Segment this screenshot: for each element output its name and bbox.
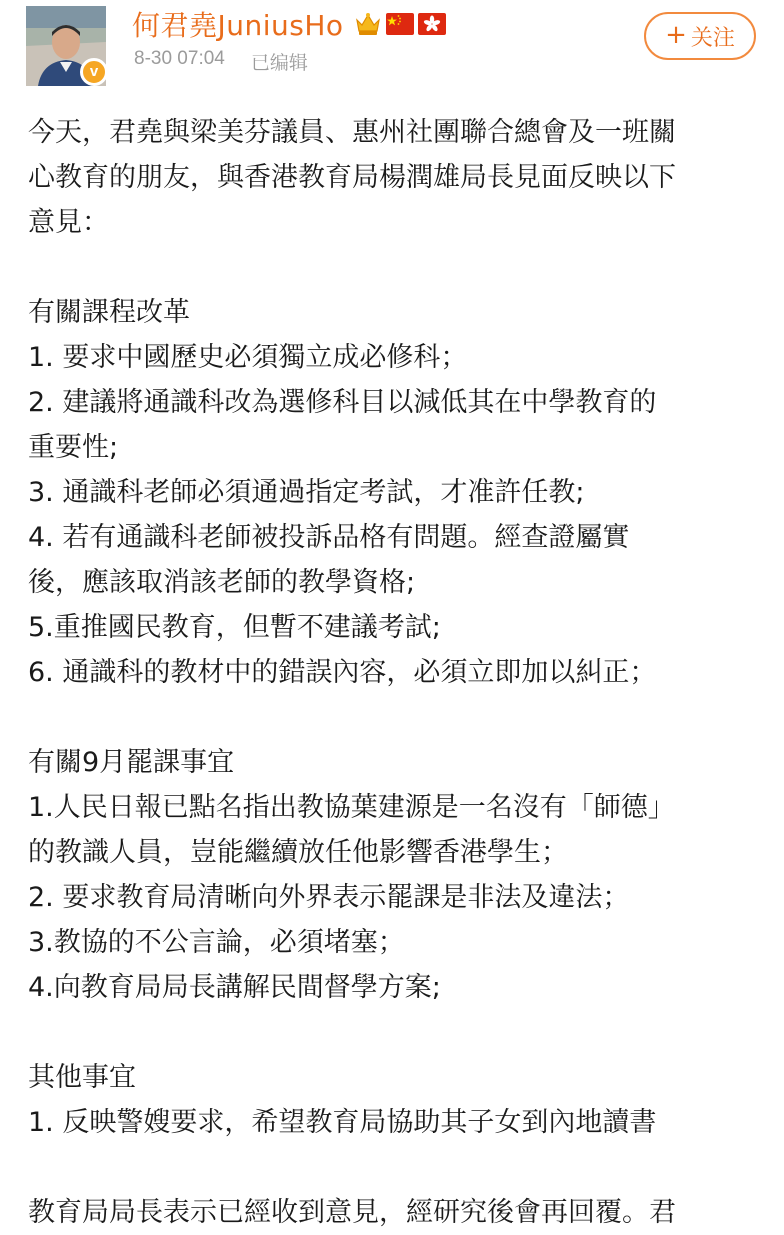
- post-meta: [134, 48, 308, 75]
- plus-icon: +: [665, 20, 687, 50]
- post-text-line: 5.重推國民教育，但暫不建議考試;: [28, 612, 441, 643]
- china-flag-icon: [386, 13, 414, 35]
- post-text-line: 3.教協的不公言論，必須堵塞；: [28, 927, 405, 958]
- post-text-line: 心教育的朋友，與香港教育局楊潤雄局長見面反映以下: [28, 162, 676, 193]
- post-text-line: 1. 要求中國歷史必須獨立成必修科；: [28, 342, 468, 373]
- post-text-line: 後，應該取消該老師的教學資格;: [28, 567, 416, 598]
- paragraph-gap: [28, 695, 768, 740]
- post-text-line: 4. 若有通識科老師被投訴品格有問題。經查證屬實: [28, 522, 630, 553]
- post-text-line: 重要性;: [28, 432, 119, 463]
- post-text-line: 教育局局長表示已經收到意見，經研究後會再回覆。君: [28, 1197, 676, 1228]
- section-title: 其他事宜: [28, 1062, 136, 1093]
- username-row: [132, 4, 446, 44]
- post-text-line: 的教識人員，豈能繼續放任他影響香港學生；: [28, 837, 568, 868]
- post-header: [0, 0, 784, 100]
- edited-label[interactable]: 已编辑: [250, 53, 308, 74]
- verified-badge-icon: v: [80, 58, 108, 86]
- post-text-line: 3. 通識科老師必須通過指定考試，才准許任教;: [28, 477, 585, 508]
- post-text-line: 1. 反映警嫂要求，希望教育局協助其子女到內地讀書: [28, 1107, 657, 1138]
- paragraph-gap: [28, 1145, 768, 1190]
- paragraph-gap: [28, 1010, 768, 1055]
- post-text-line: 2. 要求教育局清晰向外界表示罷課是非法及違法；: [28, 882, 630, 913]
- section-title: 有關課程改革: [28, 297, 190, 328]
- hong-kong-flag-icon: [418, 13, 446, 35]
- user-badges: [354, 11, 446, 37]
- post-text-line: 2. 建議將通識科改為選修科目以減低其在中學教育的: [28, 387, 657, 418]
- follow-label: 关注: [690, 25, 735, 51]
- section-title: 有關9月罷課事宜: [28, 747, 235, 778]
- paragraph-gap: [28, 245, 768, 290]
- crown-icon[interactable]: [354, 11, 382, 37]
- post-text-line: 今天，君堯與梁美芬議員、惠州社團聯合總會及一班關: [28, 117, 676, 148]
- post-text-line: 1.人民日報已點名指出教協葉建源是一名沒有「師德」: [28, 792, 675, 823]
- post-text-line: 6. 通識科的教材中的錯誤內容，必須立即加以糾正；: [28, 657, 657, 688]
- username[interactable]: 何君堯JuniusHo: [132, 9, 344, 42]
- post-text-line: 4.向教育局局長講解民間督學方案;: [28, 972, 441, 1003]
- post-timestamp: 8-30 07:04: [134, 48, 225, 69]
- post-text-line: 意見：: [28, 207, 109, 238]
- follow-button[interactable]: [644, 12, 756, 60]
- post-body: [28, 110, 768, 1235]
